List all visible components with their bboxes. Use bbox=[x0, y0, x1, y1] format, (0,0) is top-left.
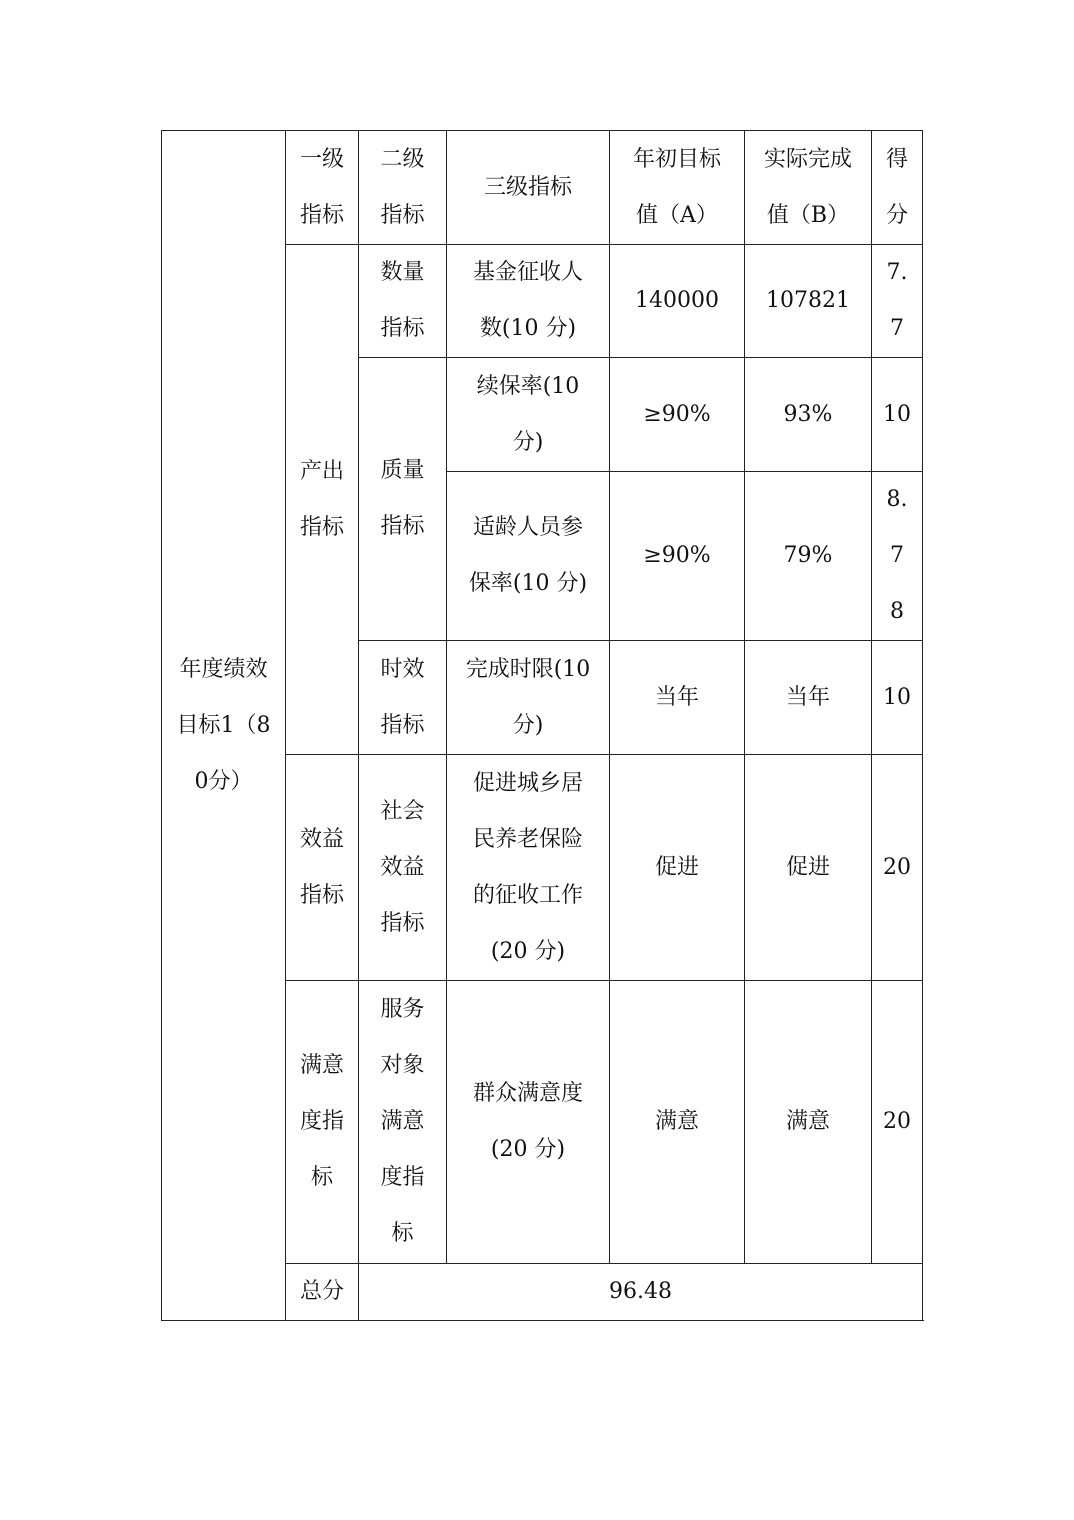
header-level3: 三级指标 bbox=[447, 131, 610, 245]
group-benefit: 效益指标 bbox=[286, 755, 359, 981]
row-actual: 促进 bbox=[745, 755, 872, 981]
row-actual: 满意 bbox=[745, 981, 872, 1264]
row-level3: 基金征收人数(10 分) bbox=[447, 245, 610, 358]
row-score: 8.78 bbox=[872, 472, 923, 641]
total-value: 96.48 bbox=[359, 1264, 923, 1321]
total-label: 总分 bbox=[286, 1264, 359, 1321]
row-target: ≥90% bbox=[610, 358, 745, 472]
goal-label: 年度绩效目标1（80分） bbox=[176, 656, 271, 794]
row-level2: 时效指标 bbox=[359, 641, 447, 755]
row-actual: 当年 bbox=[745, 641, 872, 755]
row-target: 当年 bbox=[610, 641, 745, 755]
group-satisfaction: 满意度指标 bbox=[286, 981, 359, 1264]
row-level2: 社会效益指标 bbox=[359, 755, 447, 981]
header-row bbox=[162, 131, 923, 245]
row-score: 20 bbox=[872, 755, 923, 981]
row-score: 10 bbox=[872, 641, 923, 755]
row-actual: 79% bbox=[745, 472, 872, 641]
performance-table bbox=[161, 130, 923, 1321]
row-level3: 促进城乡居民养老保险的征收工作(20 分) bbox=[447, 755, 610, 981]
row-score: 10 bbox=[872, 358, 923, 472]
row-level2: 服务对象满意度指标 bbox=[359, 981, 447, 1264]
row-score: 7.7 bbox=[872, 245, 923, 358]
row-actual: 93% bbox=[745, 358, 872, 472]
row-level2: 数量指标 bbox=[359, 245, 447, 358]
header-score: 得分 bbox=[872, 131, 923, 245]
row-target: 满意 bbox=[610, 981, 745, 1264]
row-level3: 完成时限(10分) bbox=[447, 641, 610, 755]
row-target: 140000 bbox=[610, 245, 745, 358]
group-output: 产出指标 bbox=[286, 245, 359, 755]
header-level1: 一级指标 bbox=[286, 131, 359, 245]
row-level3: 群众满意度(20 分) bbox=[447, 981, 610, 1264]
goal-cell bbox=[162, 131, 286, 1321]
row-score: 20 bbox=[872, 981, 923, 1264]
row-target: ≥90% bbox=[610, 472, 745, 641]
row-actual: 107821 bbox=[745, 245, 872, 358]
row-level3: 适龄人员参保率(10 分) bbox=[447, 472, 610, 641]
header-target: 年初目标值（A） bbox=[610, 131, 745, 245]
header-level2: 二级指标 bbox=[359, 131, 447, 245]
header-actual: 实际完成值（B） bbox=[745, 131, 872, 245]
row-level3: 续保率(10分) bbox=[447, 358, 610, 472]
row-level2: 质量指标 bbox=[359, 358, 447, 641]
row-target: 促进 bbox=[610, 755, 745, 981]
